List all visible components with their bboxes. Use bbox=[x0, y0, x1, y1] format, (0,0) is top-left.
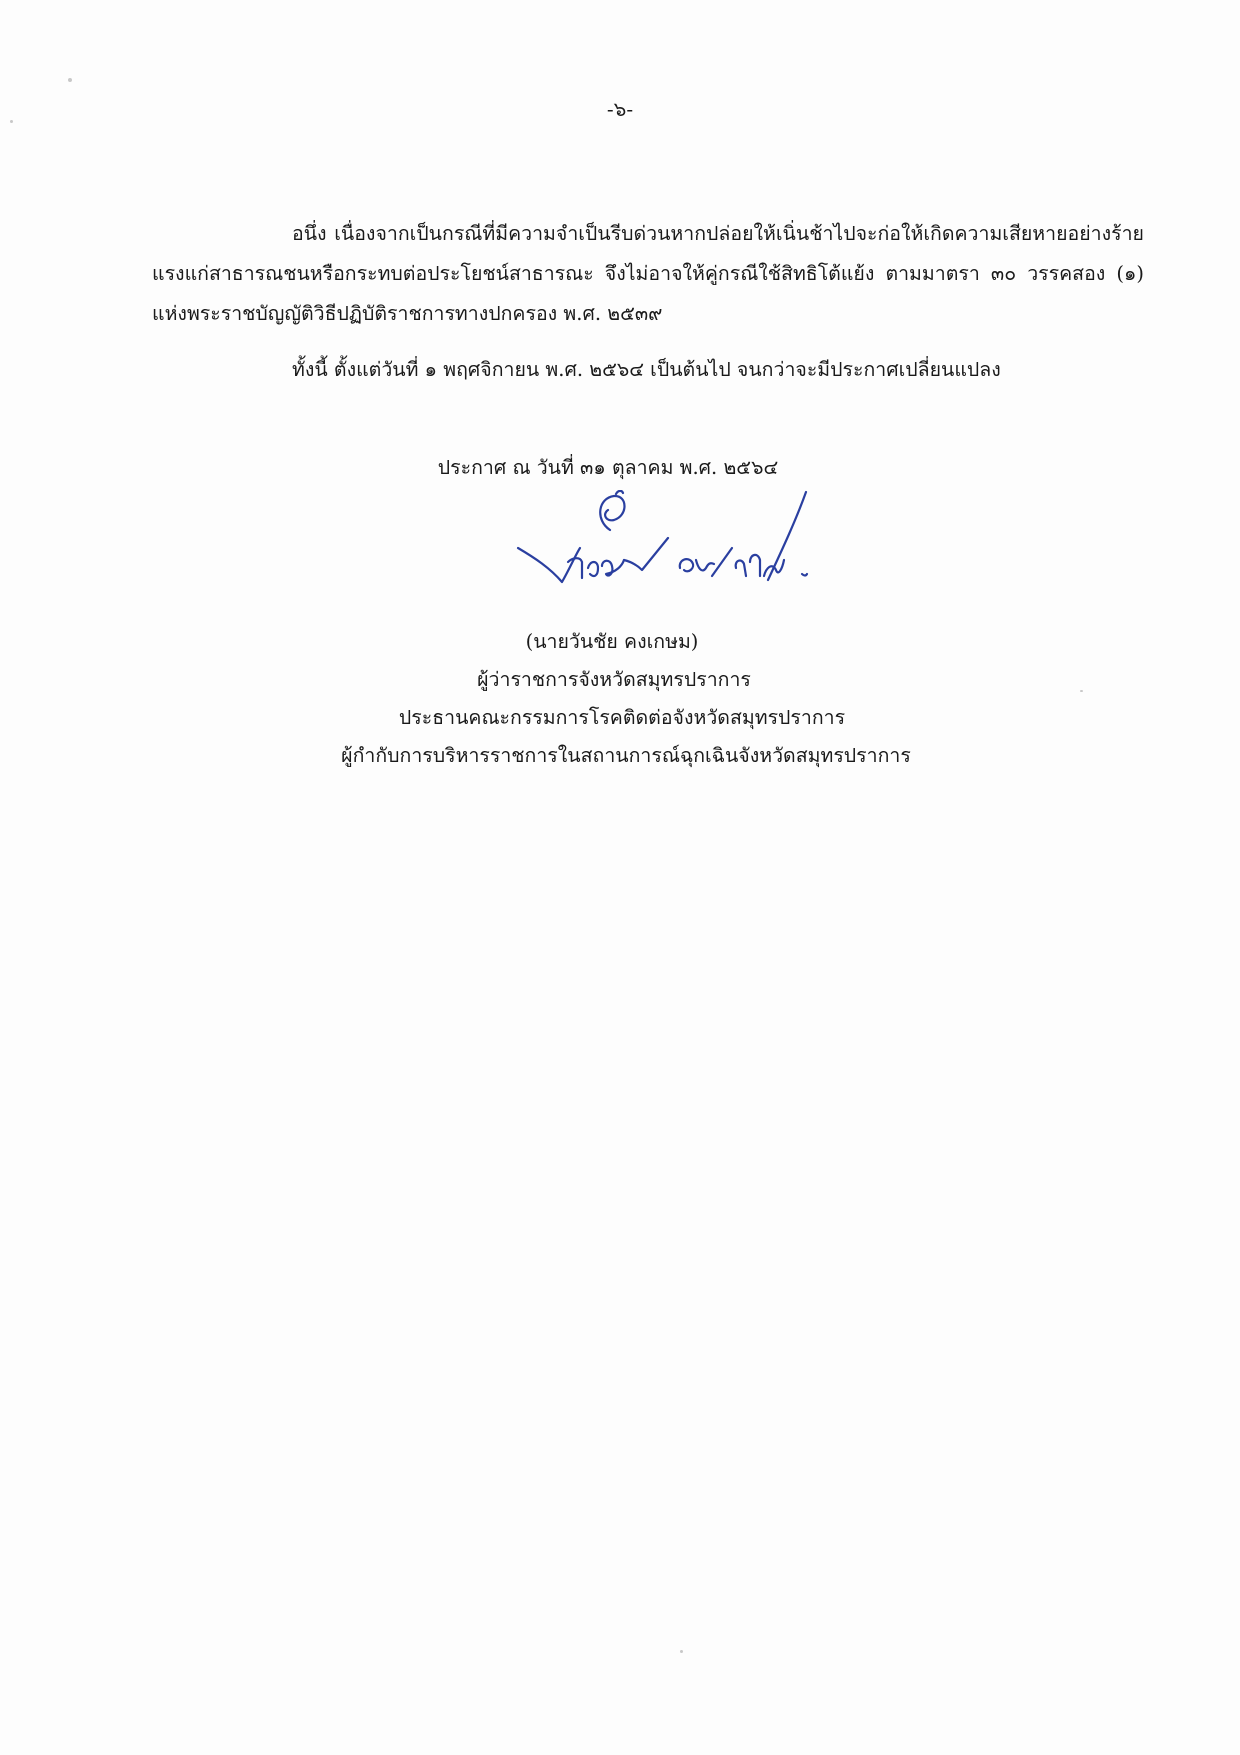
signer-title-disease-committee-chair: ประธานคณะกรรมการโรคติดต่อจังหวัดสมุทรปราการ bbox=[398, 706, 846, 729]
scan-speck bbox=[68, 78, 72, 82]
paragraph-urgency-notice: อนึ่ง เนื่องจากเป็นกรณีที่มีความจำเป็นรีบด่วนหากปล่อยให้เนิ่นช้าไปจะก่อให้เกิดความเสียหายอย่างร้ายแรงแก่สาธารณชนหรือกระทบต่อประโยชน์สาธารณะ จึงไม่อาจให้คู่กรณีใช้สิทธิโต้แย้ง ตามมาตรา ๓๐ วรรคสอง (๑) แห่งพระราชบัญญัติวิธีปฏิบัติราชการทางปกครอง พ.ศ. ๒๕๓๙ bbox=[152, 222, 1144, 325]
announcement-date: ประกาศ ณ วันที่ ๓๑ ตุลาคม พ.ศ. ๒๕๖๔ bbox=[437, 456, 779, 479]
signer-title-emergency-administrator: ผู้กำกับการบริหารราชการในสถานการณ์ฉุกเฉินจังหวัดสมุทรปราการ bbox=[341, 744, 911, 767]
signer-title-governor: ผู้ว่าราชการจังหวัดสมุทรปราการ bbox=[477, 668, 751, 691]
scan-speck bbox=[680, 1650, 683, 1653]
page-number: -๖- bbox=[606, 97, 634, 121]
scan-speck bbox=[10, 120, 13, 123]
handwritten-signature bbox=[510, 490, 860, 595]
signer-name: (นายวันชัย คงเกษม) bbox=[525, 630, 699, 653]
body-text bbox=[152, 214, 1144, 390]
scan-speck bbox=[1080, 690, 1083, 692]
paragraph-effective-date: ทั้งนี้ ตั้งแต่วันที่ ๑ พฤศจิกายน พ.ศ. ๒๕๖๔ เป็นต้นไป จนกว่าจะมีประกาศเปลี่ยนแปลง bbox=[292, 358, 1001, 381]
